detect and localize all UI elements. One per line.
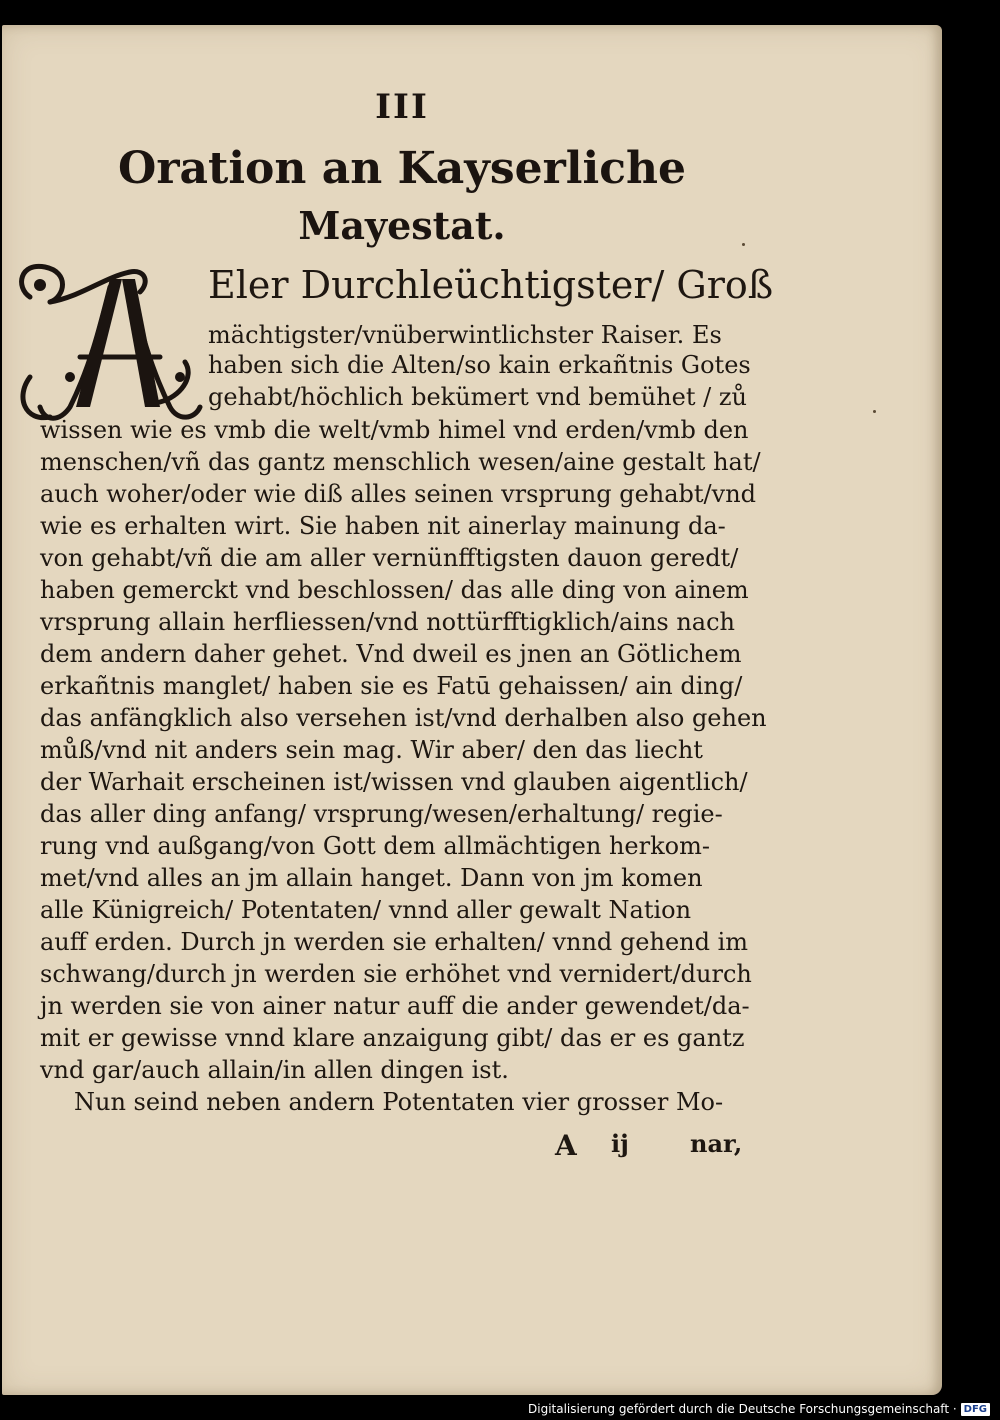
body-line: von gehabt/vñ die am aller vernünfftigsten dauon geredt/ — [40, 544, 739, 572]
body-line: jn werden sie von ainer natur auff die ander gewendet/da- — [40, 992, 750, 1020]
body-line: wie es erhalten wirt. Sie haben nit ainerlay mainung da- — [40, 512, 726, 540]
body-line: auch woher/oder wie diß alles seinen vrsprung gehabt/vnd — [40, 480, 757, 508]
book-page — [2, 25, 942, 1395]
body-line: haben gemerckt vnd beschlossen/ das alle ding von ainem — [40, 576, 749, 604]
footer-credit: Digitalisierung gefördert durch die Deutsche Forschungsgemeinschaft · — [528, 1402, 957, 1416]
paper-speck — [742, 243, 745, 246]
body-line: das aller ding anfang/ vrsprung/wesen/erhaltung/ regie- — [40, 800, 723, 828]
body-line: erkañtnis manglet/ haben sie es Fatū gehaissen/ ain ding/ — [40, 672, 743, 700]
body-line: Eler Durchleüchtigster/ Groß — [208, 263, 774, 307]
signature-sheet: ij — [611, 1129, 629, 1158]
body-line: schwang/durch jn werden sie erhöhet vnd vernidert/durch — [40, 960, 752, 988]
body-line: auff erden. Durch jn werden sie erhalten/ vnnd gehend im — [40, 928, 749, 956]
digitization-footer — [528, 1402, 990, 1416]
body-line: menschen/vñ das gantz menschlich wesen/aine gestalt hat/ — [40, 448, 761, 476]
body-line: haben sich die Alten/so kain erkañtnis Gotes — [208, 351, 751, 379]
body-line: mächtigster/vnüberwintlichster Raiser. Es — [208, 321, 722, 349]
body-line: můß/vnd nit anders sein mag. Wir aber/ den das liecht — [40, 736, 703, 764]
body-line: rung vnd außgang/von Gott dem allmächtigen herkom- — [40, 832, 710, 860]
body-line: wissen wie es vmb die welt/vmb himel vnd erden/vmb den — [40, 416, 749, 444]
body-line: vrsprung allain herfliessen/vnd nottürfftigklich/ains nach — [40, 608, 736, 636]
body-line: Nun seind neben andern Potentaten vier grosser Mo- — [74, 1088, 724, 1116]
paper-speck — [873, 410, 876, 413]
body-line: alle Künigreich/ Potentaten/ vnnd aller gewalt Nation — [40, 896, 692, 924]
page-title-line1: Oration an Kayserliche — [117, 143, 686, 194]
body-line: met/vnd alles an jm allain hanget. Dann von jm komen — [40, 864, 703, 892]
body-line: vnd gar/auch allain/in allen dingen ist. — [40, 1056, 509, 1084]
dfg-logo-icon: DFG — [961, 1403, 990, 1416]
body-line: der Warhait erscheinen ist/wissen vnd glauben aigentlich/ — [40, 768, 748, 796]
page-title-line2: Mayestat. — [298, 203, 506, 248]
page-folio: III — [375, 87, 429, 127]
body-line: das anfängklich also versehen ist/vnd derhalben also gehen — [40, 704, 767, 732]
body-line: dem andern daher gehet. Vnd dweil es jnen an Götlichem — [40, 640, 742, 668]
catchword: nar, — [690, 1129, 743, 1158]
decorated-initial-icon — [10, 257, 210, 432]
body-line: gehabt/höchlich bekümert vnd bemühet / zů — [208, 383, 747, 411]
signature-mark: A — [555, 1129, 577, 1162]
body-line: mit er gewisse vnnd klare anzaigung gibt/ das er es gantz — [40, 1024, 745, 1052]
